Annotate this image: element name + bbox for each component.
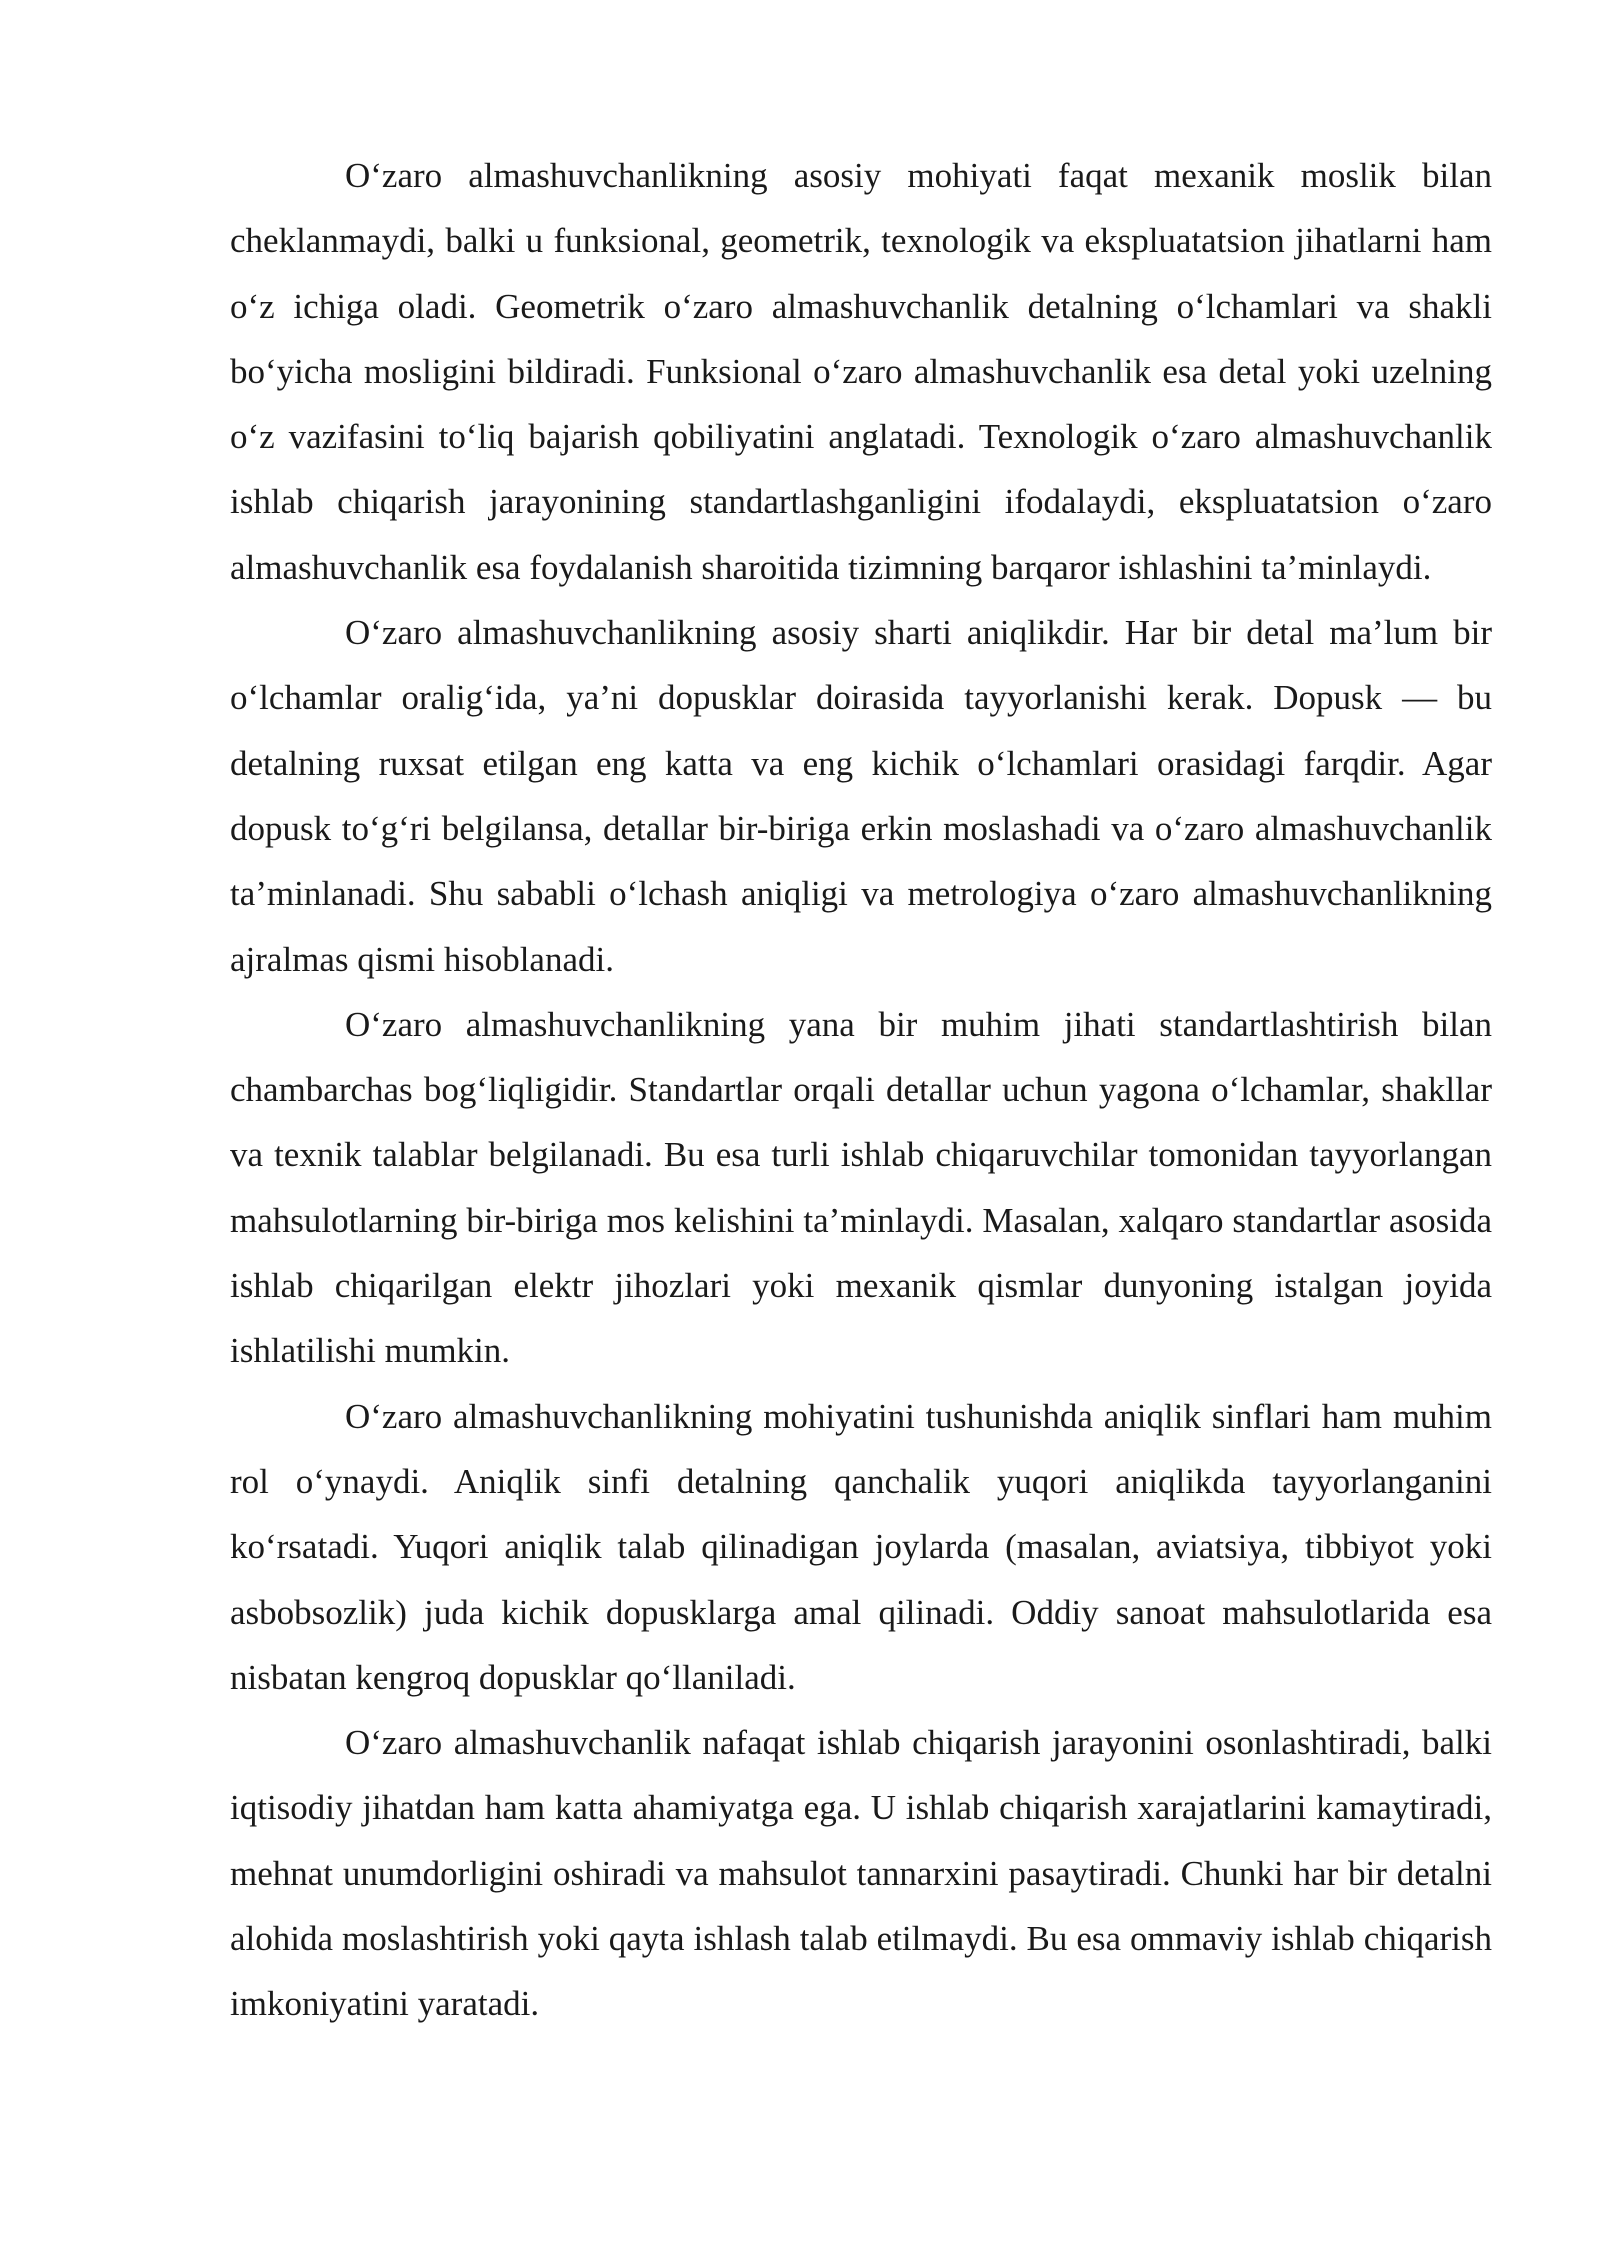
paragraph-2: O‘zaro almashuvchanlikning asosiy sharti aniqlikdir. Har bir detal ma’lum bir o‘lchamlar oralig‘ida, ya’ni dopusklar doirasida tayyorlanishi kerak. Dopusk — bu detalning ruxsat etilgan eng katta va eng kichik o‘lchamlari orasidagi farqdir. Agar dopusk to‘g‘ri belgilansa, detallar bir-biriga erkin moslashadi va o‘zaro almashuvchanlik ta’minlanadi. Shu sababli o‘lchash aniqligi va metrologiya o‘zaro almashuvchanlikning ajralmas qismi hisoblanadi. [230,613,1492,979]
paragraph-3: O‘zaro almashuvchanlikning yana bir muhim jihati standartlashtirish bilan chambarchas bog‘liqligidir. Standartlar orqali detallar uchun yagona o‘lchamlar, shakllar va texnik talablar belgilanadi. Bu esa turli ishlab chiqaruvchilar tomonidan tayyorlangan mahsulotlarning bir-biriga mos kelishini ta’minlaydi. Masalan, xalqaro standartlar asosida ishlab chiqarilgan elektr jihozlari yoki mexanik qismlar dunyoning istalgan joyida ishlatilishi mumkin. [230,1004,1492,1371]
paragraph-5: O‘zaro almashuvchanlik nafaqat ishlab chiqarish jarayonini osonlashtiradi, balki iqtisodiy jihatdan ham katta ahamiyatga ega. U ishlab chiqarish xarajatlarini kamaytiradi, mehnat unumdorligini oshiradi va mahsulot tannarxini pasaytiradi. Chunki har bir detalni alohida moslashtirish yoki qayta ishlash talab etilmaydi. Bu esa ommaviy ishlab chiqarish imkoniyatini yaratadi. [230,1723,1492,2024]
paragraph-1: O‘zaro almashuvchanlikning asosiy mohiyati faqat mexanik moslik bilan cheklanmaydi, balki u funksional, geometrik, texnologik va ekspluatatsion jihatlarni ham o‘z ichiga oladi. Geometrik o‘zaro almashuvchanlik detalning o‘lchamlari va shakli bo‘yicha mosligini bildiradi. Funksional o‘zaro almashuvchanlik esa detal yoki uzelning o‘z vazifasini to‘liq bajarish qobiliyatini anglatadi. Texnologik o‘zaro almashuvchanlik ishlab chiqarish jarayonining standartlashganligini ifodalaydi, ekspluatatsion o‘zaro almashuvchanlik esa foydalanish sharoitida tizimning barqaror ishlashini ta’minlaydi. [230,156,1492,587]
paragraph-4: O‘zaro almashuvchanlikning mohiyatini tushunishda aniqlik sinflari ham muhim rol o‘ynaydi. Aniqlik sinfi detalning qanchalik yuqori aniqlikda tayyorlanganini ko‘rsatadi. Yuqori aniqlik talab qilinadigan joylarda (masalan, aviatsiya, tibbiyot yoki asbobsozlik) juda kichik dopusklarga amal qilinadi. Oddiy sanoat mahsulotlarida esa nisbatan kengroq dopusklar qo‘llaniladi. [230,1396,1492,1697]
document-body [230,143,1492,2037]
